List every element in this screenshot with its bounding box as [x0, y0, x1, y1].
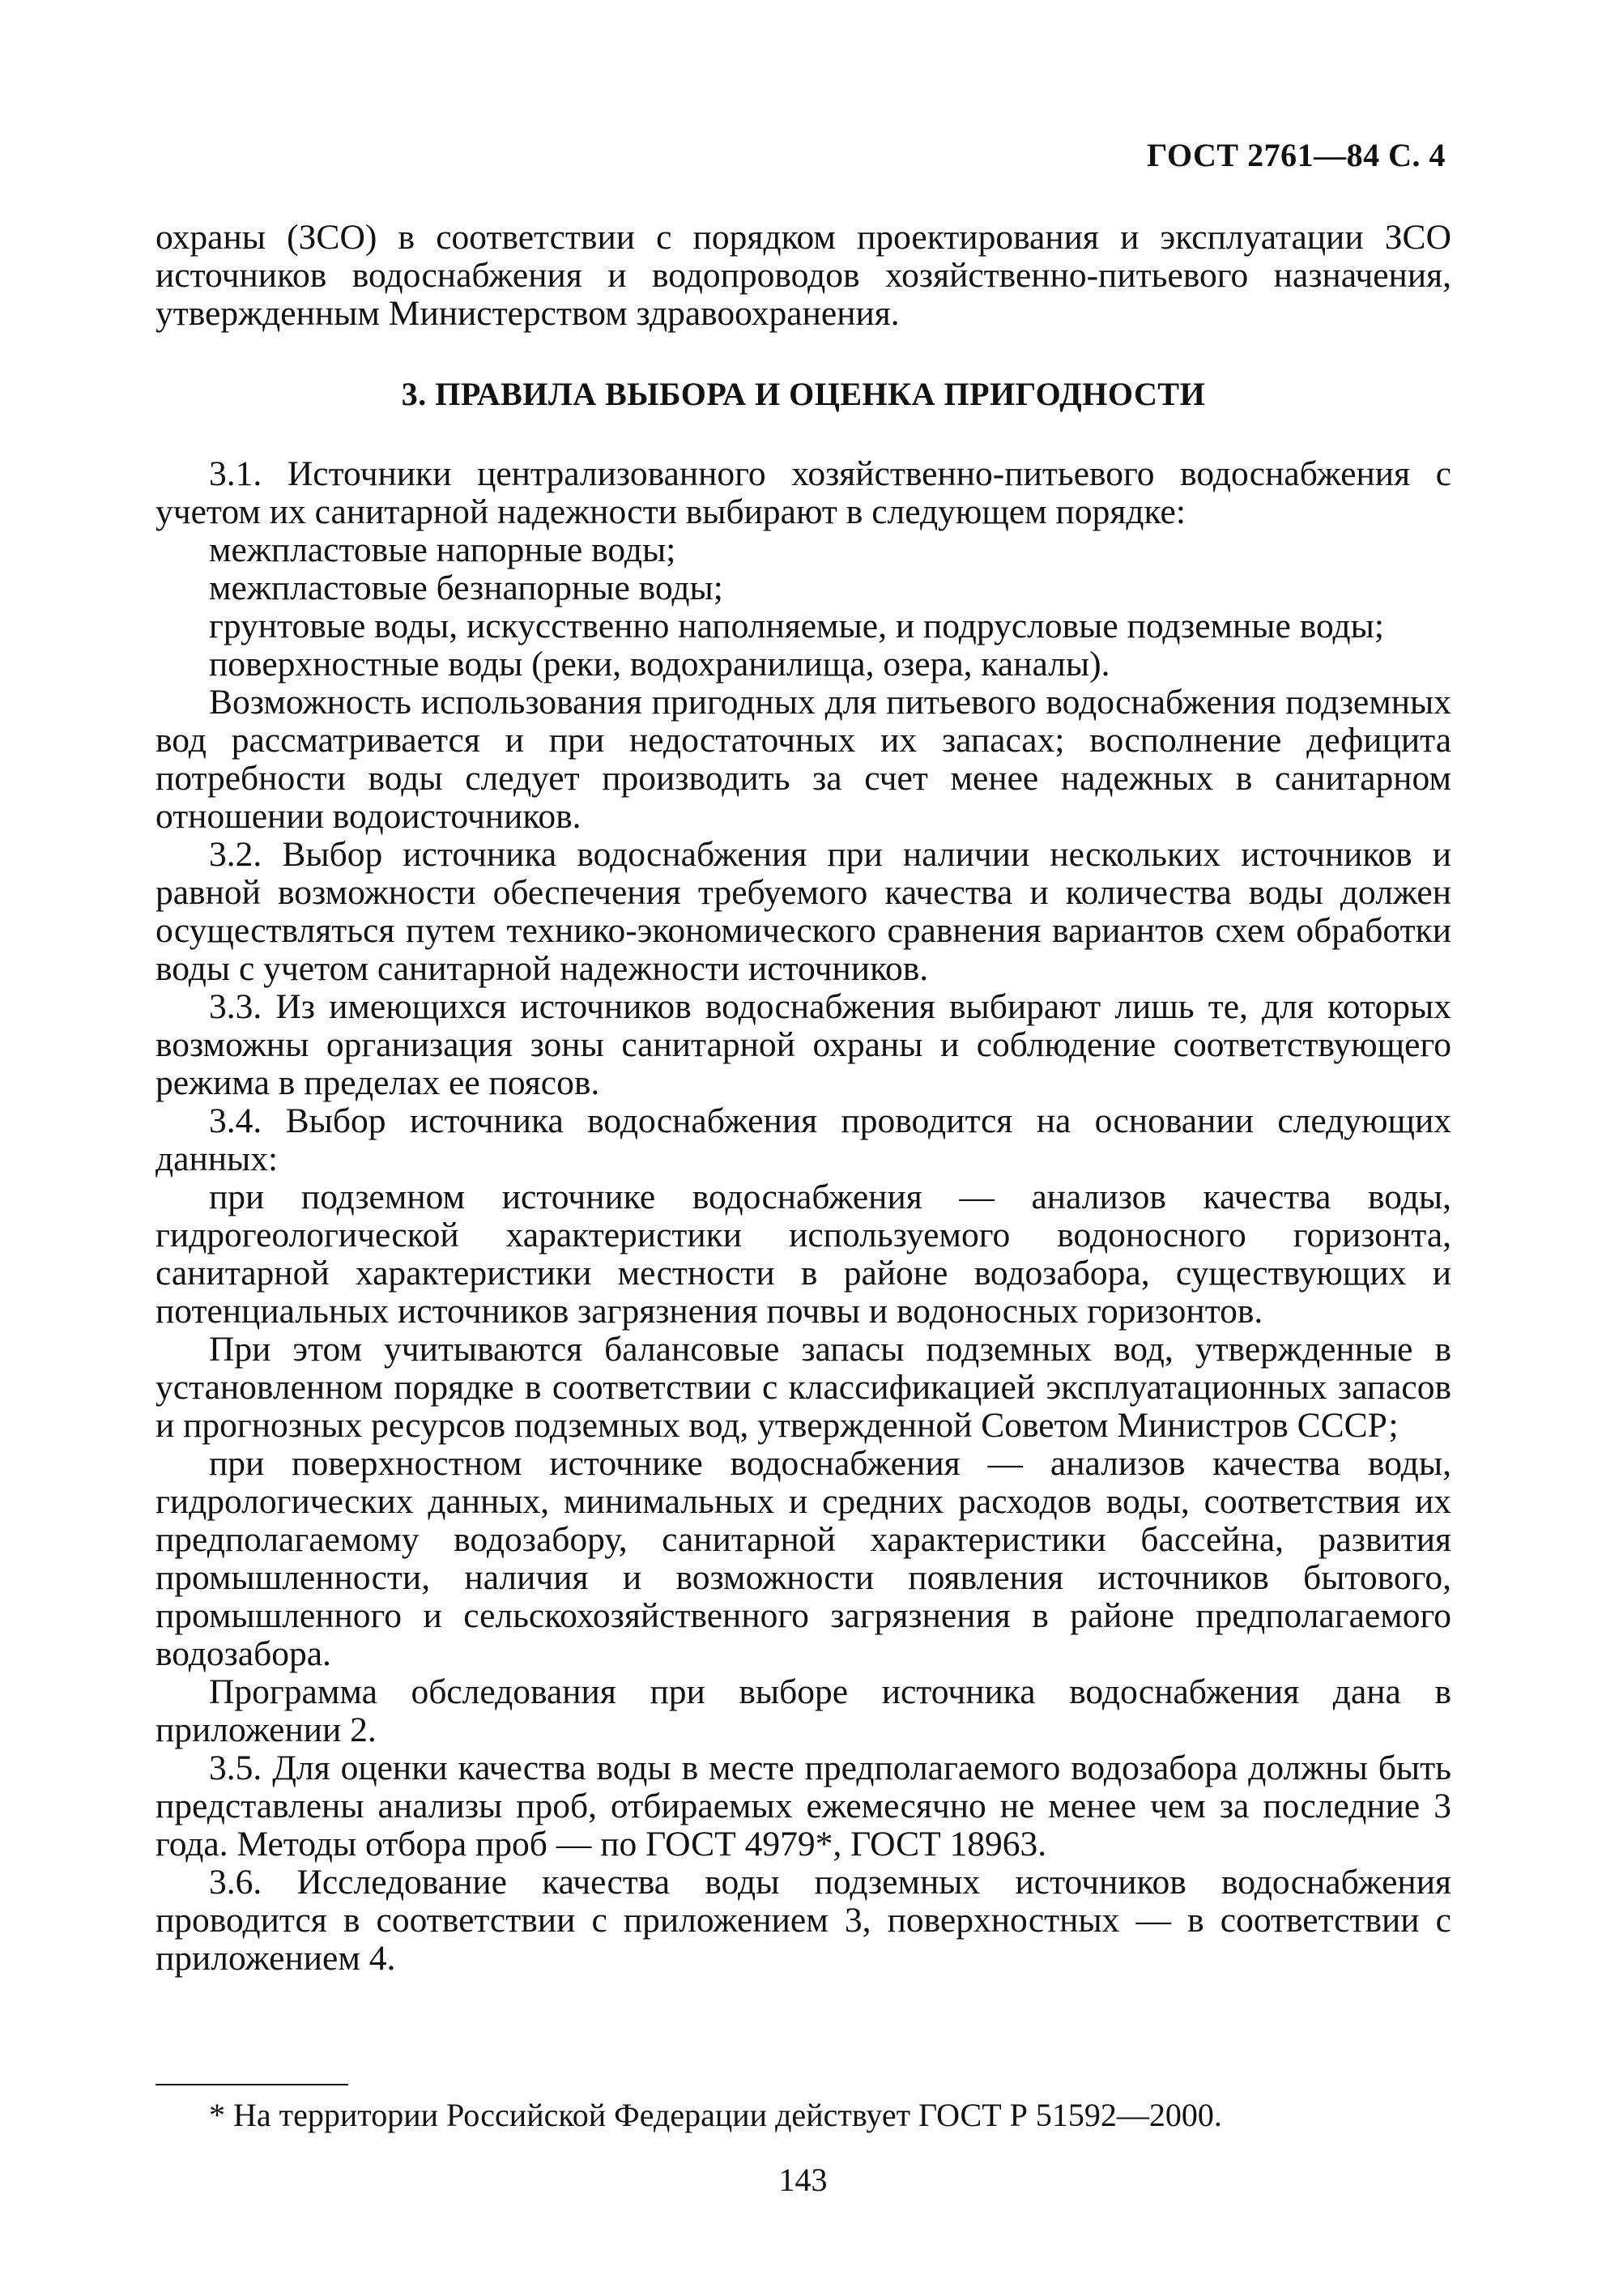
source-list	[155, 531, 1451, 684]
clause-3-4-underground: при подземном источнике водоснабжения — анализов качества воды, гидрогеологической характеристики используемого водоносного горизонта, санитарной характеристики местности в районе водозабора, существующих и потенциальных источников загрязнения почвы и водоносных горизонтов.	[155, 1178, 1451, 1331]
clause-3-3: 3.3. Из имеющихся источников водоснабжения выбирают лишь те, для которых возможны организация зоны санитарной охраны и соблюдение соответствующего режима в пределах ее поясов.	[155, 987, 1451, 1102]
document-header: ГОСТ 2761—84 С. 4	[1146, 137, 1446, 173]
clause-3-4-program: Программа обследования при выборе источника водоснабжения дана в приложении 2.	[155, 1672, 1451, 1749]
footnote-divider	[155, 2084, 348, 2085]
clause-3-4-surface: при поверхностном источнике водоснабжения — анализов качества воды, гидрологических данных, минимальных и средних расходов воды, соответствия их предполагаемому водозабору, санитарной характеристики бассейна, развития промышленности, наличия и возможности появления источников бытового, промышленного и сельскохозяйственного загрязнения в районе предполагаемого водозабора.	[155, 1444, 1451, 1673]
list-item: грунтовые воды, искусственно наполняемые, и подрусловые подземные воды;	[209, 607, 1384, 645]
clause-3-4-reserves: При этом учитываются балансовые запасы подземных вод, утвержденные в установленном порядке в соответствии с классификацией эксплуатационных запасов и прогнозных ресурсов подземных вод, утвержденной Советом Министров СССР;	[155, 1330, 1451, 1445]
list-item: межпластовые напорные воды;	[209, 530, 676, 569]
clause-3-4: 3.4. Выбор источника водоснабжения проводится на основании следующих данных:	[155, 1101, 1451, 1178]
list-item: межпластовые безнапорные воды;	[209, 569, 723, 607]
clause-3-5: 3.5. Для оценки качества воды в месте предполагаемого водозабора должны быть представлены анализы проб, отбираемых ежемесячно не менее чем за последние 3 года. Методы отбора проб — по ГОСТ 4979*, ГОСТ 18963.	[155, 1749, 1451, 1864]
clause-3-1: 3.1. Источники централизованного хозяйственно-питьевого водоснабжения с учетом их санитарной надежности выбирают в следующем порядке:	[155, 454, 1451, 531]
section-title: 3. ПРАВИЛА ВЫБОРА И ОЦЕНКА ПРИГОДНОСТИ	[401, 376, 1206, 412]
clause-3-2: 3.2. Выбор источника водоснабжения при наличии нескольких источников и равной возможности обеспечения требуемого качества и количества воды должен осуществляться путем технико-экономического сравнения вариантов схем обработки воды с учетом санитарной надежности источников.	[155, 835, 1451, 988]
list-item: поверхностные воды (реки, водохранилища, озера, каналы).	[209, 645, 1110, 684]
clause-3-6: 3.6. Исследование качества воды подземных источников водоснабжения проводится в соответствии с приложением 3, поверхностных — в соответствии с приложением 4.	[155, 1863, 1451, 1978]
intro-paragraph: охраны (ЗСО) в соответствии с порядком проектирования и эксплуатации ЗСО источников водоснабжения и водопроводов хозяйственно-питьевого назначения, утвержденным Министерством здравоохранения.	[155, 218, 1451, 333]
clause-3-1-note: Возможность использования пригодных для питьевого водоснабжения подземных вод рассматривается и при недостаточных их запасах; восполнение дефицита потребности воды следует производить за счет менее надежных в санитарном отношении водоисточников.	[155, 683, 1451, 836]
footnote: * На территории Российской Федерации действует ГОСТ Р 51592—2000.	[209, 2097, 1222, 2133]
page-number: 143	[778, 2162, 828, 2198]
document-body	[155, 219, 1451, 1978]
